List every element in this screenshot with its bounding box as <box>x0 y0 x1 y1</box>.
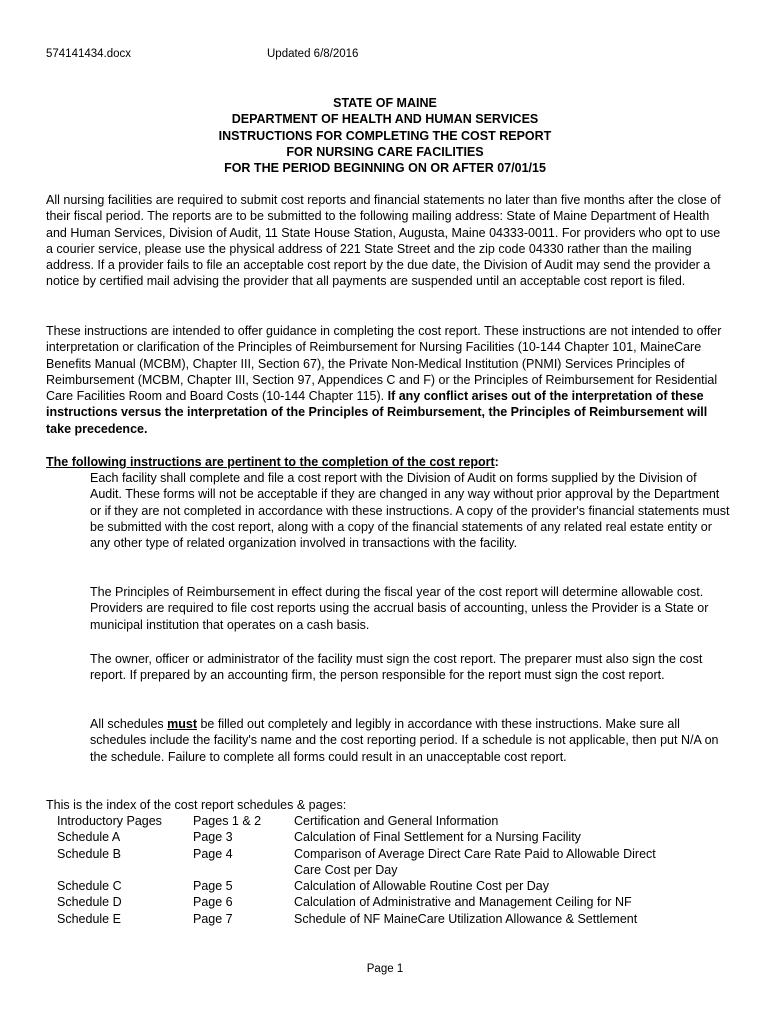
list-item-text-part: be filled out completely and legibly in accordance with these instructions. Make sure all schedules include the facility's name and the cost reporting period. If a schedule is not applicable, then put N/A on the schedule. Failure to complete all forms could result in an unacceptable cost report. <box>90 717 719 764</box>
title-line-5: FOR THE PERIOD BEGINNING ON OR AFTER 07/01/15 <box>224 161 546 176</box>
schedule-description: Calculation of Allowable Routine Cost per Day <box>294 879 549 894</box>
guidance-paragraph <box>46 323 728 437</box>
schedule-pages: Page 6 <box>193 895 233 910</box>
title-line-3: INSTRUCTIONS FOR COMPLETING THE COST REPORT <box>218 128 552 143</box>
schedule-pages: Pages 1 & 2 <box>193 814 262 828</box>
page-number: Page 1 <box>366 963 404 975</box>
schedule-name: Schedule C <box>57 879 122 894</box>
list-item-text: Each facility shall complete and file a cost report with the Division of Audit on forms supplied by the Division of Audit. These forms will not be acceptable if they are changed in any way without prior approval by the Department or if they are not completed in accordance with these instructions. A copy of the provider's financial statements must be submitted with the cost report, along with a copy of the financial statements of any related real estate entity or any other type of related organization involved in transactions with the facility. <box>90 471 730 551</box>
schedule-pages: Page 4 <box>193 846 233 861</box>
list-item-text-part: All schedules <box>90 717 168 731</box>
schedule-name: Schedule B <box>57 846 121 861</box>
schedule-pages: Page 7 <box>193 911 233 926</box>
guidance-text: These instructions are intended to offer guidance in completing the cost report. These instructions are not intended to offer interpretation or clarification of the Principles of Reimbursement for Nursing Facilities (10-144 Chapter 101, MaineCare Benefits Manual (MCBM), Chapter III, Section 67), the Private Non-Medical Institution (PNMI) Services Principles of Reimbursement (MCBM, Chapter III, Section 97, Appendices C and F) or the Principles of Reimbursement for Residential Care Facilities Room and Board Costs (10-144 Chapter 115). <box>46 324 722 404</box>
schedule-description: Calculation of Final Settlement for a Nursing Facility <box>294 830 581 845</box>
title-line-1: STATE OF MAINE <box>333 96 437 110</box>
title-line-4: FOR NURSING CARE FACILITIES <box>286 144 484 159</box>
page-header <box>46 48 359 60</box>
intro-paragraph: All nursing facilities are required to submit cost reports and financial statements no later than five months after the close of their fiscal period. The reports are to be submitted to the following mailing address: State of Maine Department of Health and Human Services, Division of Audit, 11 State House Station, Augusta, Maine 04333-0011. For providers who opt to use a courier service, please use the physical address of 221 State Street and the zip code 04330 rather than the mailing address. If a provider fails to file an acceptable cost report by the due date, the Division of Audit may send the provider a notice by certified mail advising the provider that all payments are suspended until an acceptable cost report is filed. <box>46 193 721 289</box>
instructions-heading <box>46 454 499 470</box>
schedule-description: Schedule of NF MaineCare Utilization Allowance & Settlement <box>294 911 638 926</box>
updated-date: Updated 6/8/2016 <box>267 48 359 60</box>
schedule-description: Calculation of Administrative and Management Ceiling for NF <box>294 895 632 910</box>
schedule-pages: Page 3 <box>193 830 233 845</box>
schedule-name: Schedule D <box>57 895 122 910</box>
must-emphasis: must <box>167 717 197 731</box>
document-title <box>0 95 770 176</box>
list-item <box>90 651 730 684</box>
list-item <box>90 470 730 551</box>
list-item-text: The owner, officer or administrator of the facility must sign the cost report. The preparer must also sign the cost report. If prepared by an accounting firm, the person responsible for the report must sign the cost report. <box>90 652 703 683</box>
schedule-name: Schedule A <box>57 830 121 845</box>
file-name: 574141434.docx <box>46 48 132 60</box>
precedence-statement: If any conflict arises out of the interpretation of these instructions versus the interpretation of the Principles of Reimbursement, the Principles of Reimbursement will take precedence. <box>46 389 708 436</box>
schedule-description: Certification and General Information <box>294 814 499 828</box>
instructions-heading-text: The following instructions are pertinent to the completion of the cost report <box>46 455 495 469</box>
schedule-name: Schedule E <box>57 911 121 926</box>
schedule-name: Introductory Pages <box>57 814 162 828</box>
instructions-heading-colon: : <box>494 455 499 469</box>
list-item-text <box>90 717 718 764</box>
index-intro: This is the index of the cost report schedules & pages: <box>46 798 347 812</box>
list-item <box>90 584 730 633</box>
schedule-description: Comparison of Average Direct Care Rate Paid to Allowable Direct Care Cost per Day <box>294 846 656 877</box>
list-item-text: The Principles of Reimbursement in effect during the fiscal year of the cost report will determine allowable cost. Providers are required to file cost reports using the accrual basis of accounting, unless the Provider is a State or municipal institution that operates on a cash basis. <box>90 585 709 632</box>
list-item <box>90 716 730 765</box>
schedule-pages: Page 5 <box>193 879 233 894</box>
title-line-2: DEPARTMENT OF HEALTH AND HUMAN SERVICES <box>231 112 539 127</box>
